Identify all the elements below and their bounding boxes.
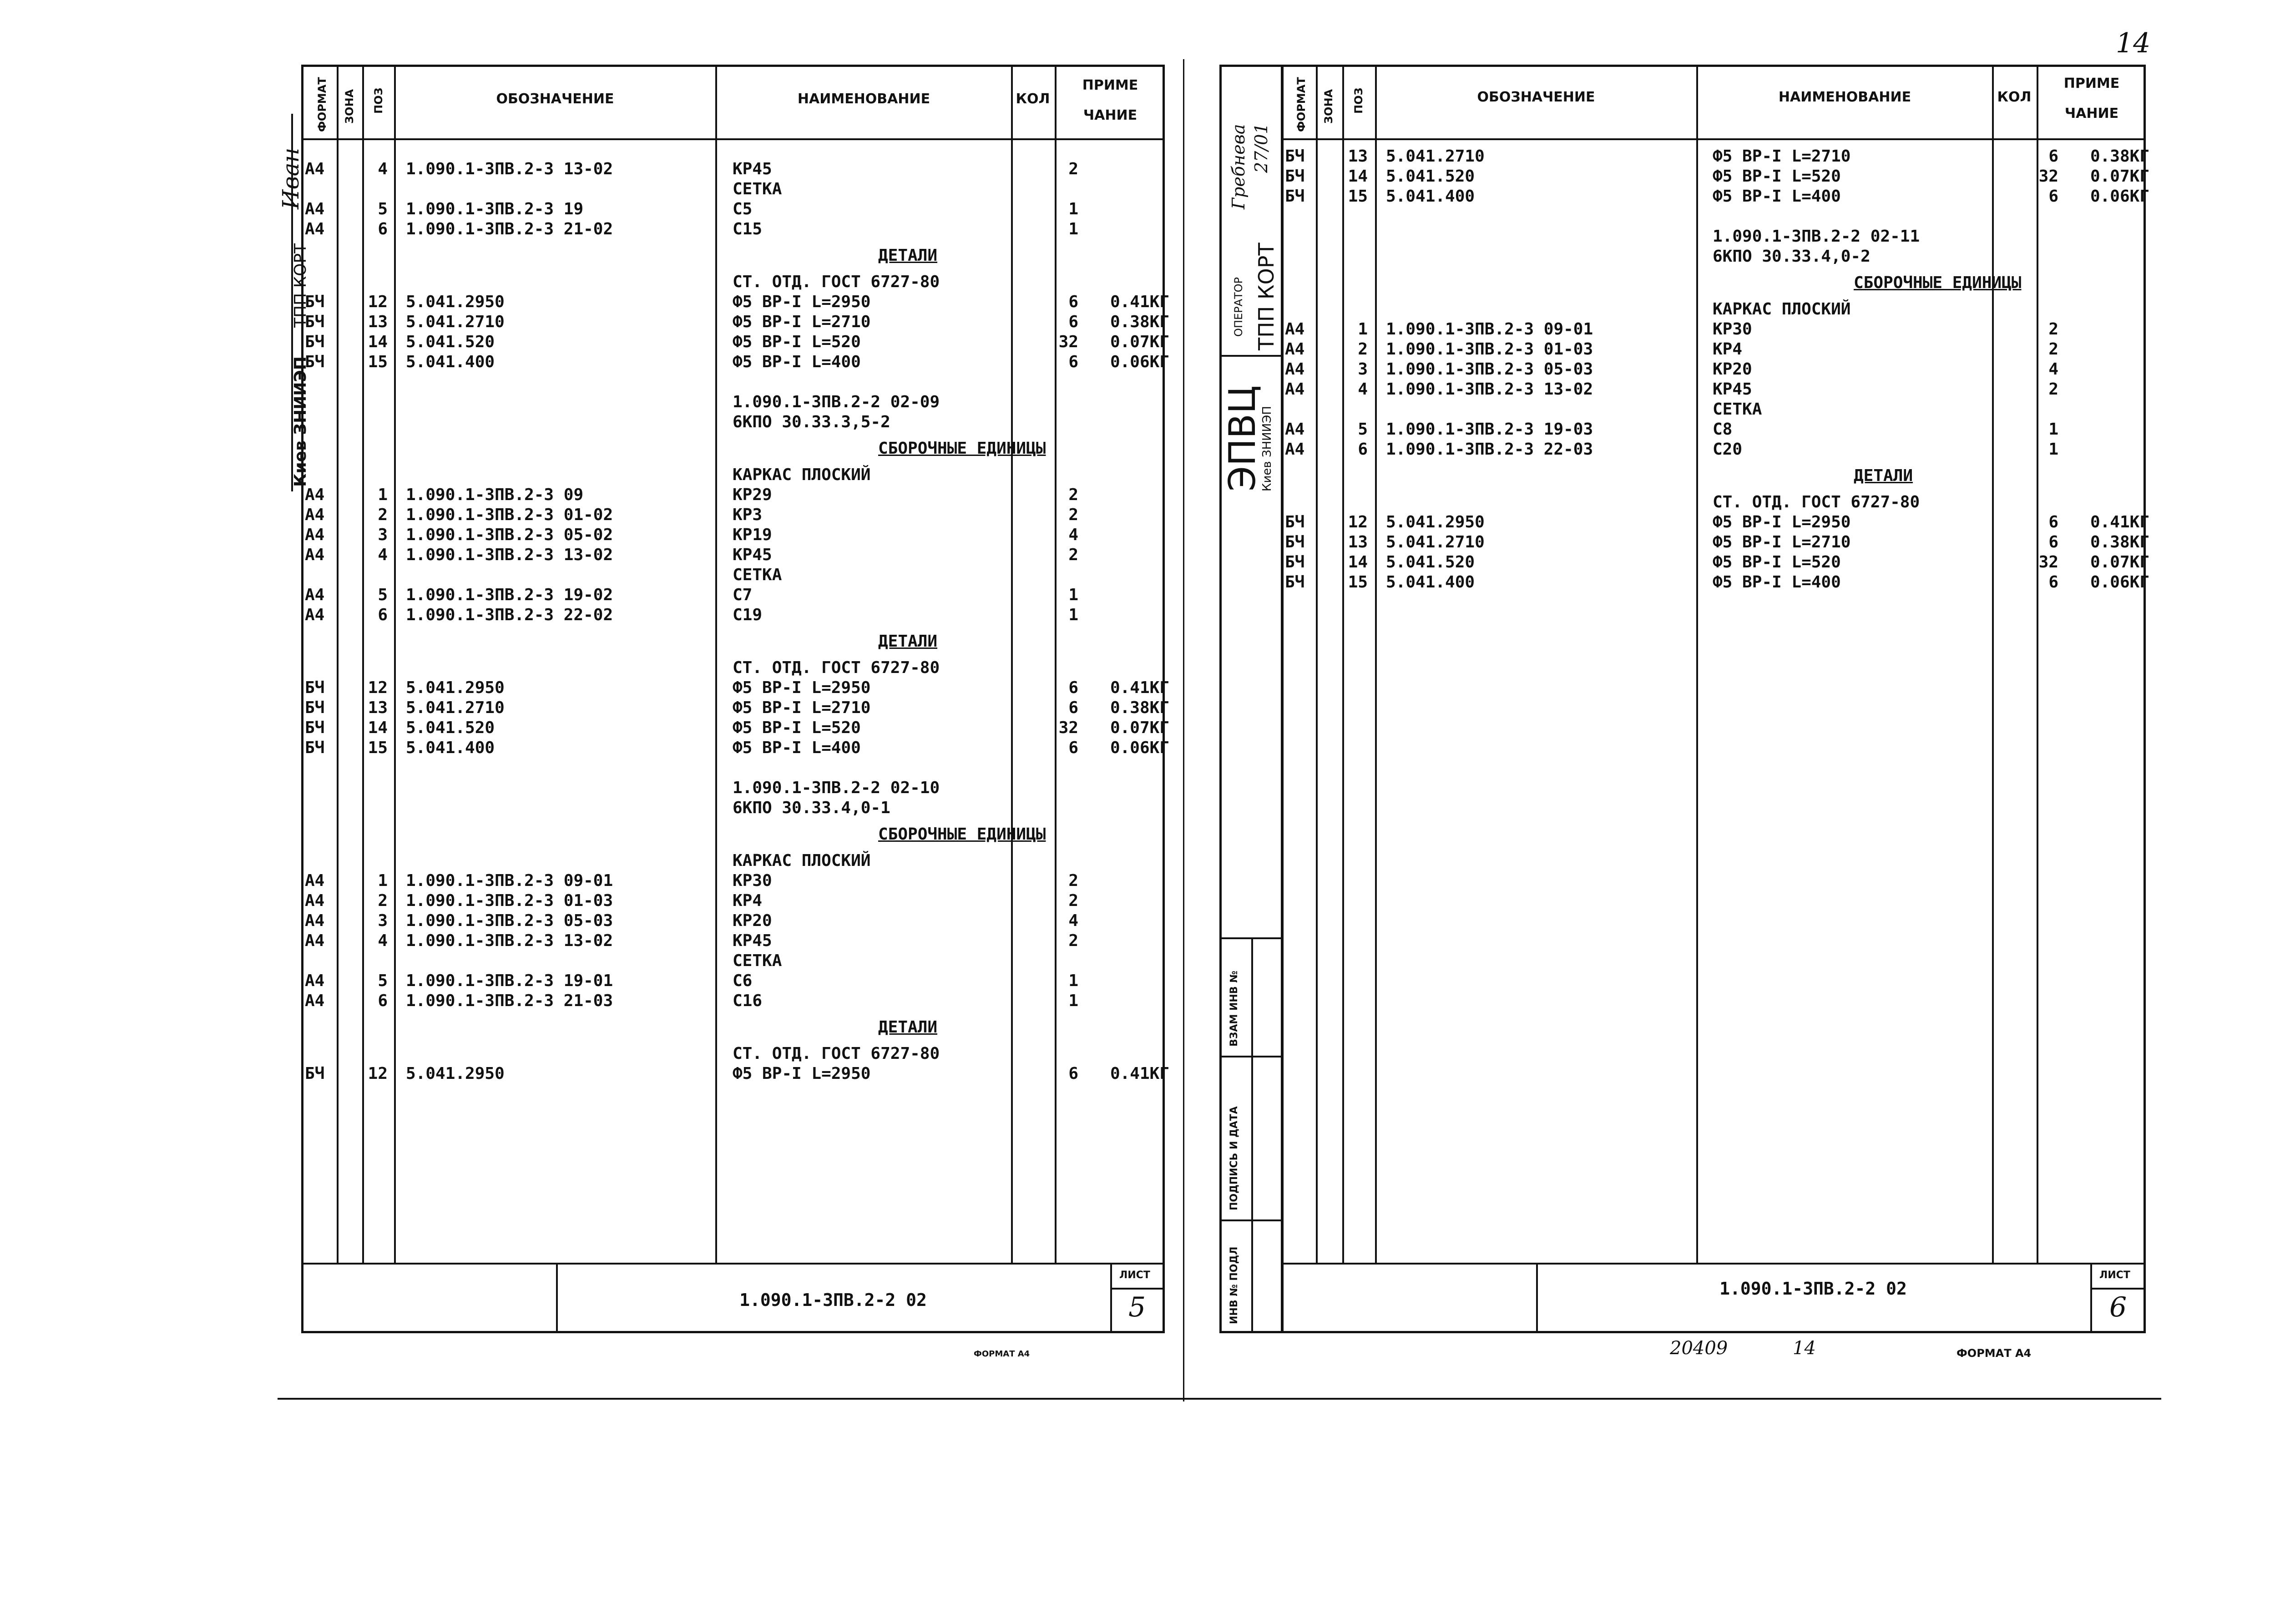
designation-cell: 1.090.1-3ПВ.2-3 13-02 [406,931,613,950]
designation-cell: 1.090.1-3ПВ.2-3 09-01 [406,871,613,890]
right-margin-org: Киев ЗНИИЭП [1260,406,1274,491]
name-cell: СТ. ОТД. ГОСТ 6727-80 [733,1044,940,1063]
note-cell: 0.41КГ [1110,678,1169,697]
pos-cell: 4 [378,931,388,950]
format-cell: А4 [305,586,325,604]
name-cell: 1.090.1-3ПВ.2-2 02-10 [733,779,940,797]
pos-cell: 12 [368,678,388,697]
designation-cell: 5.041.520 [1386,553,1475,572]
designation-cell: 1.090.1-3ПВ.2-3 01-02 [406,506,613,524]
pos-cell: 13 [368,698,388,717]
format-cell: А4 [305,506,325,524]
section-heading: СБОРОЧНЫЕ ЕДИНИЦЫ [1854,273,2022,292]
col-zone-header: ЗОНА [1322,89,1335,124]
table-row [1285,299,2145,319]
table-row [1285,420,2145,440]
col-name-header: НАИМЕНОВАНИЕ [797,91,930,107]
designation-cell: 5.041.2710 [1386,147,1485,166]
qty-cell: 32 [2038,553,2058,572]
col-name-header: НАИМЕНОВАНИЕ [1778,89,1911,105]
qty-cell: 32 [1058,333,1078,351]
right-margin-person: Гребнева [1228,124,1249,209]
name-cell: КР20 [1713,360,1752,379]
designation-cell: 1.090.1-3ПВ.2-3 05-03 [1386,360,1593,379]
section-heading: ДЕТАЛИ [1854,466,1913,485]
format-cell: БЧ [1285,513,1305,531]
section-heading: ДЕТАЛИ [878,1018,938,1037]
page-mark: 14 [2116,27,2151,59]
table-row [1285,339,2145,359]
format-cell: БЧ [1285,573,1305,592]
qty-cell: 1 [2048,420,2058,439]
name-cell: Ф5 ВР-I L=520 [1713,553,1841,572]
table-row [1285,552,2149,572]
table-row [1285,492,2145,512]
right-margin-epvc: ЭПВЦ [1221,385,1264,491]
right-bottom-note: 20409 [1670,1338,1728,1359]
designation-cell: 1.090.1-3ПВ.2-3 13-02 [1386,380,1593,399]
pos-cell: 4 [1358,380,1368,399]
pos-cell: 3 [378,911,388,930]
name-cell: СЕТКА [733,566,782,584]
qty-cell: 2 [1068,160,1078,178]
format-cell: А4 [1285,380,1305,399]
qty-cell: 6 [1068,739,1078,757]
format-cell: БЧ [305,678,325,697]
right-margin-date: 27/01 [1251,123,1271,173]
designation-cell: 5.041.2950 [406,1064,505,1083]
pos-cell: 15 [1348,187,1368,206]
table-row [1285,379,2145,400]
name-cell: Ф5 ВР-I L=400 [1713,187,1841,206]
side-label: ИНВ № ПОДЛ [1228,1246,1240,1324]
note-cell: 0.41КГ [1110,293,1169,311]
format-cell: А4 [305,546,325,564]
note-cell: 0.06КГ [1110,353,1169,371]
format-cell: А4 [305,891,325,910]
right-stamp-line [1281,1263,2146,1265]
format-cell: А4 [305,971,325,990]
qty-cell: 1 [1068,586,1078,604]
col-format-header: ФОРМАТ [1295,77,1308,132]
designation-cell: 1.090.1-3ПВ.2-3 01-03 [406,891,613,910]
right-header-line [1281,138,2146,140]
qty-cell: 32 [1058,718,1078,737]
qty-cell: 2 [1068,506,1078,524]
designation-cell: 5.041.520 [406,718,495,737]
designation-cell: 1.090.1-3ПВ.2-3 22-02 [406,606,613,624]
table-row [1285,227,2145,247]
qty-cell: 1 [1068,200,1078,218]
qty-cell: 4 [2048,360,2058,379]
right-sheet-number: 6 [2109,1291,2127,1323]
pos-cell: 4 [378,160,388,178]
pos-cell: 13 [368,313,388,331]
note-cell: 0.07КГ [1110,333,1169,351]
qty-cell: 4 [1068,911,1078,930]
table-row [1285,359,2145,379]
qty-cell: 2 [1068,891,1078,910]
qty-cell: 2 [1068,546,1078,564]
pos-cell: 2 [378,506,388,524]
designation-cell: 1.090.1-3ПВ.2-3 19-03 [1386,420,1593,439]
qty-cell: 2 [1068,931,1078,950]
name-cell: Ф5 ВР-I L=400 [733,353,861,371]
qty-cell: 6 [2048,513,2058,531]
table-row [1285,400,2145,420]
format-cell: А4 [305,486,325,504]
name-cell: КР45 [733,931,772,950]
qty-cell: 2 [2048,320,2058,339]
format-cell: БЧ [305,333,325,351]
format-cell: А4 [305,160,325,178]
format-cell: БЧ [1285,167,1305,186]
designation-cell: 1.090.1-3ПВ.2-3 19 [406,200,584,218]
right-stamp-divider [2090,1288,2146,1290]
note-cell: 0.06КГ [1110,739,1169,757]
name-cell: СЕТКА [733,951,782,970]
name-cell: Ф5 ВР-I L=520 [1713,167,1841,186]
format-cell: БЧ [1285,147,1305,166]
designation-cell: 1.090.1-3ПВ.2-3 13-02 [406,160,613,178]
side-label: ВЗАМ ИНВ № [1228,971,1240,1047]
format-cell: БЧ [1285,187,1305,206]
designation-cell: 5.041.400 [406,353,495,371]
table-row [1285,440,2145,460]
format-cell: А4 [305,931,325,950]
col-qty-header: КОЛ [1016,91,1050,107]
pos-cell: 5 [378,200,388,218]
format-cell: А4 [305,200,325,218]
table-row [1285,247,2145,267]
name-cell: С19 [733,606,763,624]
pos-cell: 2 [378,891,388,910]
right-spec-rows [1285,147,2149,829]
table-row [1285,512,2149,532]
pos-cell: 1 [378,871,388,890]
designation-cell: 5.041.2950 [406,293,505,311]
qty-cell: 6 [1068,698,1078,717]
qty-cell: 2 [1068,486,1078,504]
name-cell: СТ. ОТД. ГОСТ 6727-80 [733,273,940,291]
pos-cell: 14 [368,718,388,737]
qty-cell: 6 [1068,353,1078,371]
format-cell: А4 [1285,420,1305,439]
designation-cell: 5.041.400 [1386,573,1475,592]
format-cell: А4 [305,606,325,624]
name-cell: С8 [1713,420,1733,439]
designation-cell: 5.041.2710 [406,313,505,331]
section-heading: ДЕТАЛИ [878,632,938,651]
name-cell: Ф5 ВР-I L=2950 [733,678,871,697]
col-designation-header: ОБОЗНАЧЕНИЕ [1477,89,1595,105]
name-cell: КР30 [733,871,772,890]
qty-cell: 1 [1068,992,1078,1010]
qty-cell: 32 [2038,167,2058,186]
name-cell: СЕТКА [733,180,782,198]
name-cell: Ф5 ВР-I L=2710 [733,313,871,331]
name-cell: Ф5 ВР-I L=2710 [733,698,871,717]
name-cell: Ф5 ВР-I L=2950 [733,293,871,311]
qty-cell: 6 [1068,1064,1078,1083]
format-cell: А4 [305,526,325,544]
format-cell: БЧ [305,353,325,371]
name-cell: 1.090.1-3ПВ.2-2 02-09 [733,393,940,411]
name-cell: 6КПО 30.33.4,0-1 [733,799,890,817]
table-row [1285,187,2149,207]
name-cell: Ф5 ВР-I L=400 [733,739,861,757]
qty-cell: 6 [2048,147,2058,166]
format-cell: А4 [305,992,325,1010]
qty-cell: 4 [1068,526,1078,544]
pos-cell: 2 [1358,340,1368,359]
qty-cell: 1 [2048,440,2058,459]
name-cell: С6 [733,971,753,990]
name-cell: 6КПО 30.33.3,5-2 [733,413,890,431]
section-heading: СБОРОЧНЫЕ ЕДИНИЦЫ [878,439,1046,458]
qty-cell: 6 [2048,573,2058,592]
name-cell: Ф5 ВР-I L=2950 [733,1064,871,1083]
name-cell: С20 [1713,440,1743,459]
qty-cell: 1 [1068,606,1078,624]
col-note-header: ПРИМЕ [1082,77,1138,93]
qty-cell: 6 [1068,313,1078,331]
qty-cell: 2 [1068,871,1078,890]
note-cell: 0.41КГ [1110,1064,1169,1083]
pos-cell: 15 [368,739,388,757]
pos-cell: 14 [1348,553,1368,572]
designation-cell: 1.090.1-3ПВ.2-3 09 [406,486,584,504]
designation-cell: 5.041.400 [1386,187,1475,206]
right-margin-tpp: ТПП КОРТ [1254,243,1279,350]
format-cell: БЧ [305,1064,325,1083]
pos-cell: 13 [1348,533,1368,551]
col-pos-header: ПОЗ [1352,87,1365,114]
section-heading: СБОРОЧНЫЕ ЕДИНИЦЫ [878,825,1046,844]
name-cell: КР45 [1713,380,1752,399]
table-row [1285,167,2149,187]
name-cell: 6КПО 30.33.4,0-2 [1713,247,1871,266]
designation-cell: 1.090.1-3ПВ.2-3 19-01 [406,971,613,990]
designation-cell: 5.041.520 [1386,167,1475,186]
name-cell: Ф5 ВР-I L=520 [733,333,861,351]
col-note-header: ЧАНИЕ [1083,107,1138,123]
name-cell: Ф5 ВР-I L=2710 [1713,147,1851,166]
right-stamp-divider [2090,1263,2092,1333]
designation-cell: 5.041.400 [406,739,495,757]
name-cell: КР4 [733,891,763,910]
name-cell: КР20 [733,911,772,930]
format-cell: БЧ [1285,553,1305,572]
name-cell: КАРКАС ПЛОСКИЙ [733,851,871,870]
note-cell: 0.38КГ [1110,313,1169,331]
left-margin-org2: ТПП КОРТ [291,243,310,328]
format-cell: А4 [1285,360,1305,379]
name-cell: КР29 [733,486,772,504]
pos-cell: 14 [368,333,388,351]
name-cell: Ф5 ВР-I L=2950 [1713,513,1851,531]
right-margin-line [1219,355,1283,357]
designation-cell: 1.090.1-3ПВ.2-3 19-02 [406,586,613,604]
name-cell: КР3 [733,506,763,524]
note-cell: 0.38КГ [1110,698,1169,717]
col-pos-header: ПОЗ [372,87,385,114]
note-cell: 0.38КГ [2090,533,2149,551]
qty-cell: 1 [1068,220,1078,238]
note-cell: 0.07КГ [2090,553,2149,572]
designation-cell: 1.090.1-3ПВ.2-3 09-01 [1386,320,1593,339]
table-row [1285,147,2149,167]
name-cell: С15 [733,220,763,238]
format-cell: БЧ [305,718,325,737]
qty-cell: 2 [2048,380,2058,399]
designation-cell: 1.090.1-3ПВ.2-3 01-03 [1386,340,1593,359]
col-designation-header: ОБОЗНАЧЕНИЕ [496,91,614,107]
left-format-note: ФОРМАТ А4 [974,1349,1030,1359]
designation-cell: 1.090.1-3ПВ.2-3 22-03 [1386,440,1593,459]
name-cell: СТ. ОТД. ГОСТ 6727-80 [1713,493,1920,511]
pos-cell: 1 [378,486,388,504]
name-cell: КР45 [733,546,772,564]
pos-cell: 6 [378,606,388,624]
name-cell: СЕТКА [1713,400,1762,419]
note-cell: 0.41КГ [2090,513,2149,531]
designation-cell: 5.041.2950 [406,678,505,697]
note-cell: 0.38КГ [2090,147,2149,166]
designation-cell: 1.090.1-3ПВ.2-3 21-03 [406,992,613,1010]
qty-cell: 6 [2048,533,2058,551]
name-cell: Ф5 ВР-I L=2710 [1713,533,1851,551]
designation-cell: 1.090.1-3ПВ.2-3 05-03 [406,911,613,930]
pos-cell: 15 [368,353,388,371]
note-cell: 0.06КГ [2090,573,2149,592]
format-cell: БЧ [1285,533,1305,551]
name-cell: КАРКАС ПЛОСКИЙ [1713,300,1851,319]
pos-cell: 12 [368,293,388,311]
left-margin-org: Киев ЗНИИЭП [291,356,310,487]
pos-cell: 3 [378,526,388,544]
pos-cell: 13 [1348,147,1368,166]
pos-cell: 5 [378,971,388,990]
format-cell: БЧ [305,313,325,331]
name-cell: КР45 [733,160,772,178]
col-format-header: ФОРМАТ [316,77,329,132]
col-note-header: ЧАНИЕ [2064,106,2119,121]
pos-cell: 6 [378,220,388,238]
designation-cell: 5.041.2950 [1386,513,1485,531]
name-cell: С16 [733,992,763,1010]
designation-cell: 1.090.1-3ПВ.2-3 13-02 [406,546,613,564]
pos-cell: 4 [378,546,388,564]
format-cell: А4 [1285,320,1305,339]
col-zone-header: ЗОНА [343,89,356,124]
name-cell: С7 [733,586,753,604]
side-label: ПОДПИСЬ И ДАТА [1228,1106,1240,1210]
qty-cell: 6 [2048,187,2058,206]
pos-cell: 6 [378,992,388,1010]
format-cell: БЧ [305,698,325,717]
designation-cell: 5.041.520 [406,333,495,351]
name-cell: Ф5 ВР-I L=520 [733,718,861,737]
right-format-note: ФОРМАТ А4 [1956,1347,2032,1360]
left-sheet-label: ЛИСТ [1119,1270,1150,1281]
pos-cell: 5 [1358,420,1368,439]
name-cell: КАРКАС ПЛОСКИЙ [733,465,871,484]
format-cell: А4 [1285,340,1305,359]
name-cell: КР30 [1713,320,1752,339]
pos-cell: 12 [368,1064,388,1083]
format-cell: БЧ [305,739,325,757]
right-stamp-code: 1.090.1-3ПВ.2-2 02 [1719,1279,1907,1299]
left-margin-signature: Иван [278,147,304,209]
qty-cell: 2 [2048,340,2058,359]
right-sheet-label: ЛИСТ [2099,1270,2130,1281]
name-cell: КР19 [733,526,772,544]
right-margin-line [1251,937,1253,1333]
designation-cell: 1.090.1-3ПВ.2-3 05-02 [406,526,613,544]
format-cell: А4 [305,871,325,890]
format-cell: А4 [1285,440,1305,459]
qty-cell: 1 [1068,971,1078,990]
format-cell: А4 [305,220,325,238]
qty-cell: 6 [1068,293,1078,311]
name-cell: Ф5 ВР-I L=400 [1713,573,1841,592]
table-row [1285,532,2149,552]
table-row [1285,572,2149,592]
pos-cell: 14 [1348,167,1368,186]
note-cell: 0.06КГ [2090,187,2149,206]
pos-cell: 1 [1358,320,1368,339]
col-note-header: ПРИМЕ [2063,76,2120,91]
designation-cell: 1.090.1-3ПВ.2-3 21-02 [406,220,613,238]
name-cell: СТ. ОТД. ГОСТ 6727-80 [733,658,940,677]
name-cell: 1.090.1-3ПВ.2-2 02-11 [1713,227,1920,246]
pos-cell: 15 [1348,573,1368,592]
left-sheet-number: 5 [1128,1291,1146,1323]
format-cell: А4 [305,911,325,930]
left-stamp-code: 1.090.1-3ПВ.2-2 02 [739,1290,927,1310]
pos-cell: 5 [378,586,388,604]
format-cell: БЧ [305,293,325,311]
name-cell: С5 [733,200,753,218]
qty-cell: 6 [1068,678,1078,697]
note-cell: 0.07КГ [1110,718,1169,737]
right-bottom-note: 14 [1793,1338,1816,1359]
table-row [1285,319,2145,339]
pos-cell: 12 [1348,513,1368,531]
right-margin-operator: ОПЕРАТОР [1232,277,1245,337]
pos-cell: 3 [1358,360,1368,379]
col-qty-header: КОЛ [1997,89,2032,105]
note-cell: 0.07КГ [2090,167,2149,186]
section-heading: ДЕТАЛИ [878,246,938,265]
designation-cell: 5.041.2710 [406,698,505,717]
designation-cell: 5.041.2710 [1386,533,1485,551]
pos-cell: 6 [1358,440,1368,459]
name-cell: КР4 [1713,340,1743,359]
